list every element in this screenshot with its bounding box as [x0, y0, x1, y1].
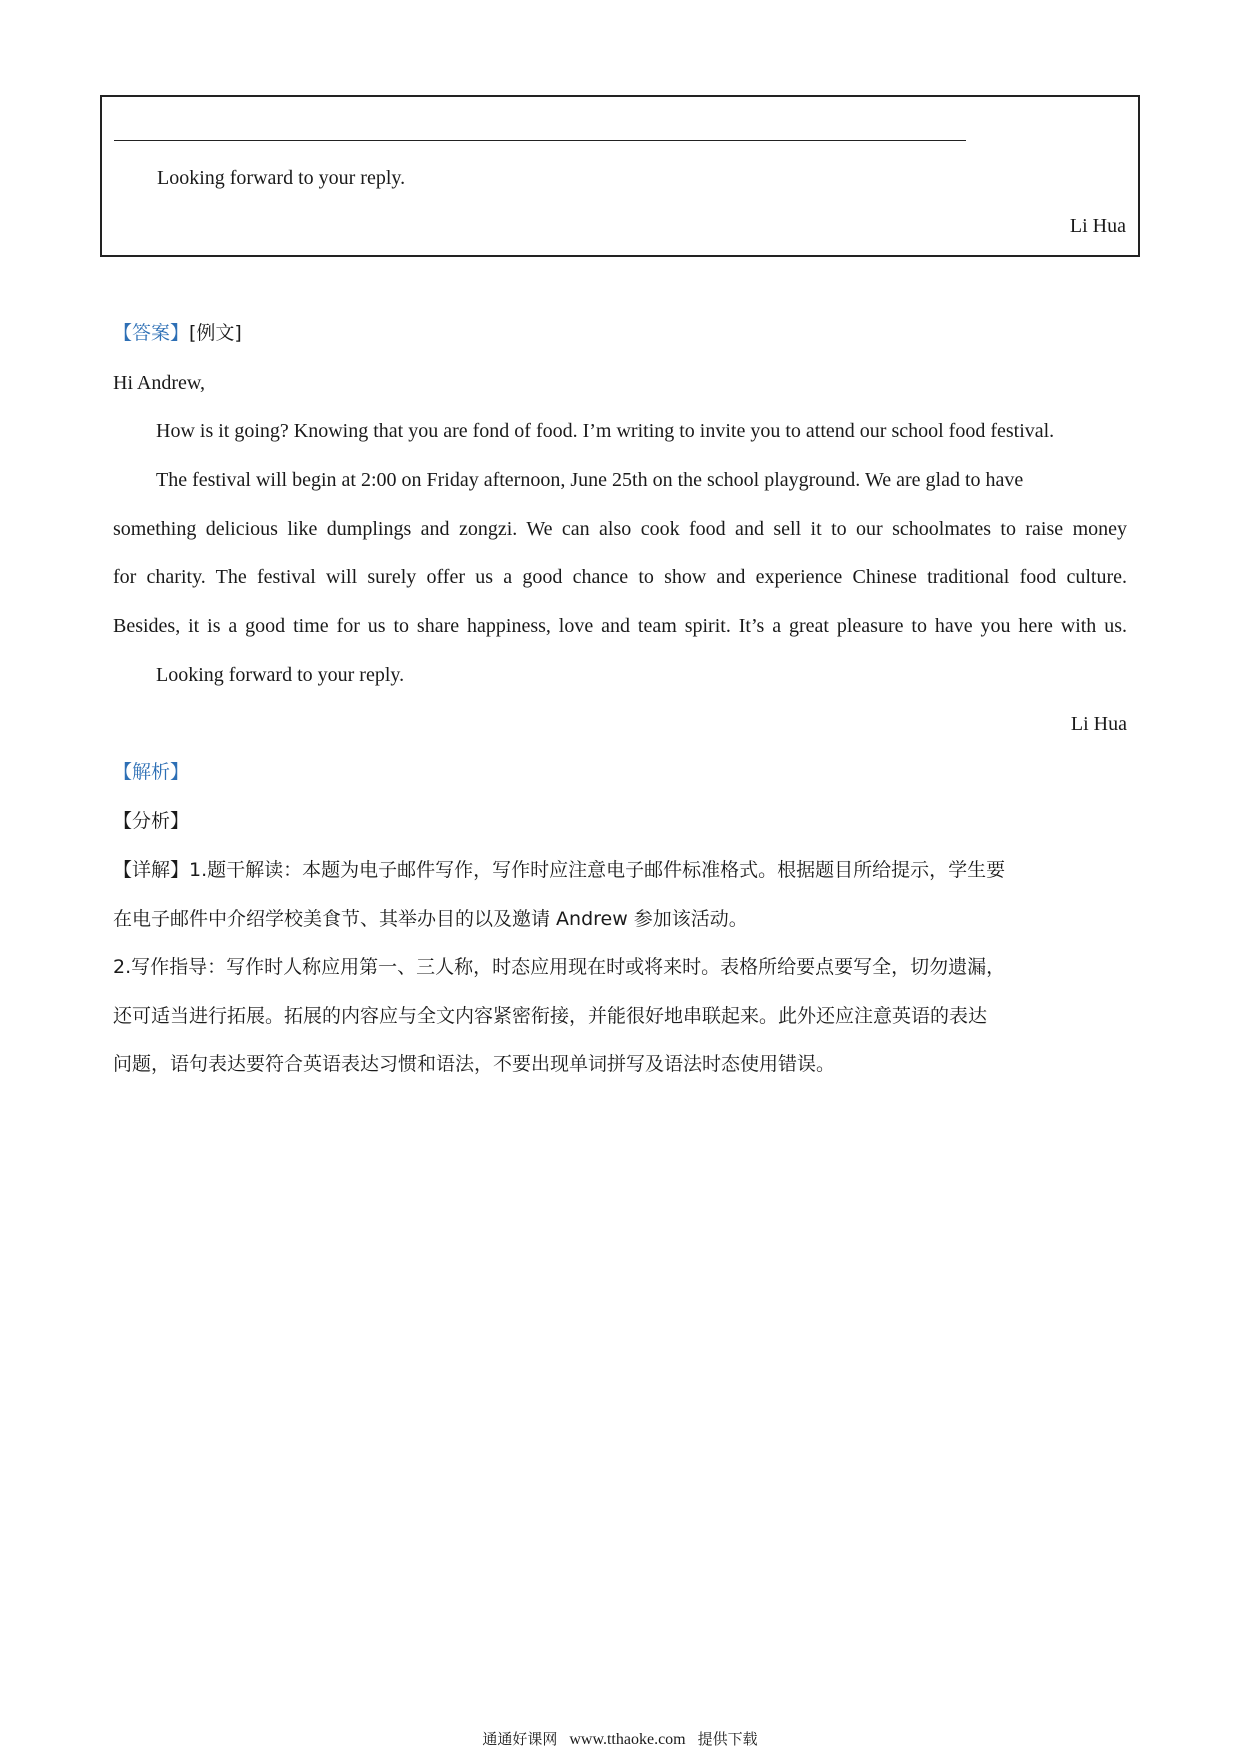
detail-tag: 【详解】: [113, 859, 190, 881]
letter-signature: Li Hua: [1070, 713, 1127, 735]
box-signature: Li Hua: [1069, 215, 1126, 237]
box-closing-text: Looking forward to your reply.: [157, 167, 406, 189]
letter-line-1: How is it going? Knowing that you are fond of food. I’m writing to invite you to attend our school food festival.: [156, 420, 1055, 442]
sample-label: [例文]: [189, 322, 242, 344]
footer-suffix: 提供下载: [697, 1730, 758, 1748]
detail-line-2: 在电子邮件中介绍学校美食节、其举办目的以及邀请 Andrew 参加该活动。: [113, 908, 748, 930]
detail-line-5: 问题，语句表达要符合英语表达习惯和语法，不要出现单词拼写及语法时态使用错误。: [113, 1053, 836, 1075]
footer-url[interactable]: www.tthaoke.com: [569, 1731, 686, 1748]
answer-tag: 【答案】: [113, 322, 190, 344]
detail-line-4: 还可适当进行拓展。拓展的内容应与全文内容紧密衔接，并能很好地串联起来。此外还应注意英语的表达: [113, 1005, 988, 1027]
analysis-tag: 【解析】: [113, 761, 190, 783]
letter-line-4: for charity. The festival will surely offer us a good chance to show and experience Chinese traditional food culture.: [113, 566, 1127, 588]
detail-line-1: [113, 856, 1005, 884]
answer-heading: [113, 319, 242, 347]
letter-closing: Looking forward to your reply.: [156, 664, 405, 686]
detail-text-1: 1.题干解读：本题为电子邮件写作，写作时应注意电子邮件标准格式。根据题目所给提示，学生要: [189, 859, 1006, 881]
letter-greeting: Hi Andrew,: [113, 372, 206, 394]
detail-line-3: 2.写作指导：写作时人称应用第一、三人称，时态应用现在时或将来时。表格所给要点要写全，切勿遗漏，: [113, 956, 1006, 978]
writing-answer-box: [100, 95, 1140, 257]
footer-site-name: 通通好课网: [482, 1730, 558, 1748]
answer-line: [114, 140, 966, 141]
analysis-sub-tag: 【分析】: [113, 810, 190, 832]
letter-line-3: something delicious like dumplings and zongzi. We can also cook food and sell it to our schoolmates to raise money: [113, 518, 1127, 540]
letter-line-2: The festival will begin at 2:00 on Friday afternoon, June 25th on the school playground. We are glad to have: [156, 469, 1024, 491]
letter-line-5: Besides, it is a good time for us to share happiness, love and team spirit. It’s a great pleasure to have you here with us.: [113, 615, 1127, 637]
page-footer: [0, 1728, 1240, 1751]
